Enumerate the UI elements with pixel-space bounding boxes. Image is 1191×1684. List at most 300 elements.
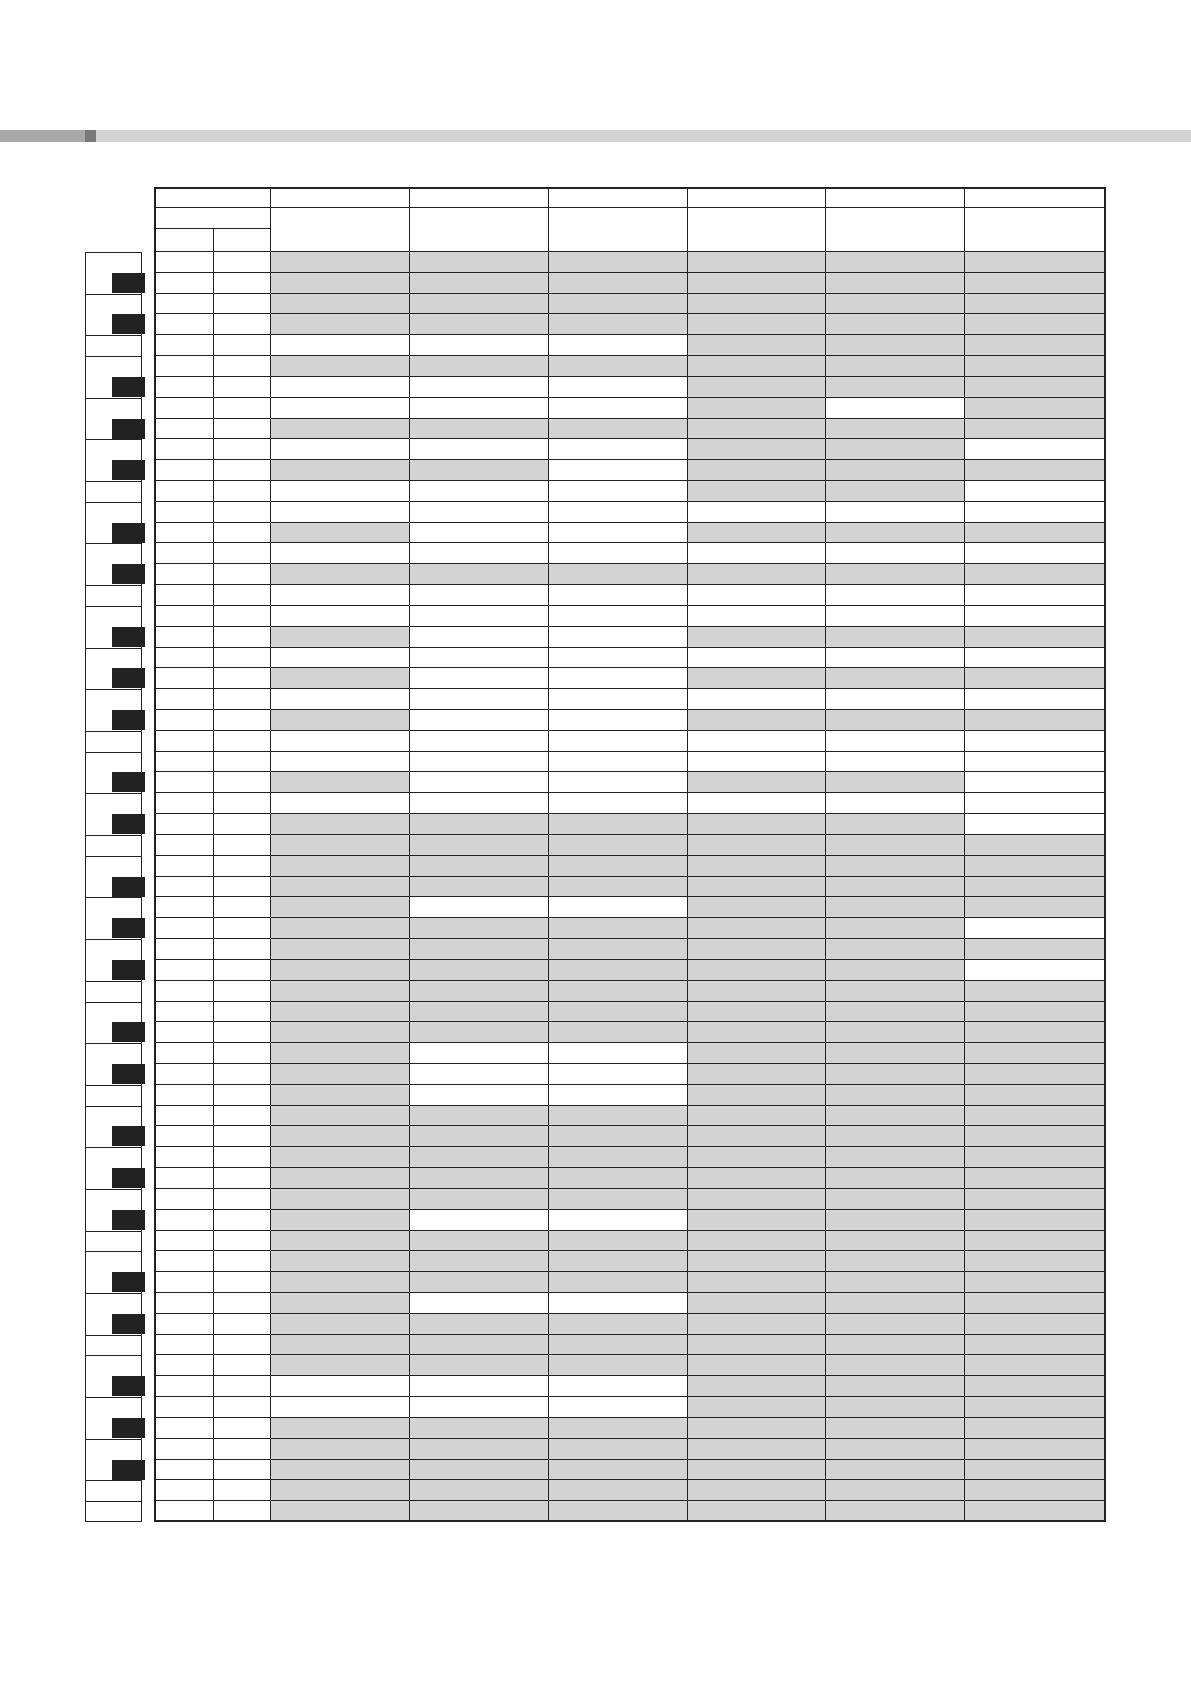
voice-cell-filled [410, 1460, 549, 1481]
voice-cell-filled [688, 419, 826, 440]
note-number-cell [154, 585, 214, 606]
voice-cell-filled [965, 710, 1106, 731]
voice-cell-filled [549, 1501, 688, 1522]
voice-cell-filled [271, 1501, 410, 1522]
voice-cell-empty [410, 377, 549, 398]
note-name-cell [214, 356, 271, 377]
voice-cell-empty [688, 731, 826, 752]
voice-cell-filled [410, 1189, 549, 1210]
voice-cell-filled [826, 273, 965, 294]
voice-cell-filled [826, 314, 965, 335]
voice-cell-empty [826, 648, 965, 669]
voice-cell-filled [271, 356, 410, 377]
voice-cell-empty [965, 731, 1106, 752]
voice-cell-filled [410, 1126, 549, 1147]
voice-cell-filled [688, 335, 826, 356]
voice-cell-filled [826, 294, 965, 315]
voice-cell-empty [549, 793, 688, 814]
voice-cell-filled [965, 877, 1106, 898]
voice-cell-filled [688, 814, 826, 835]
header-column-1-top [271, 187, 410, 208]
voice-cell-empty [549, 606, 688, 627]
voice-cell-filled [826, 1064, 965, 1085]
voice-cell-filled [549, 252, 688, 273]
voice-cell-filled [410, 460, 549, 481]
voice-cell-filled [826, 1022, 965, 1043]
voice-cell-filled [549, 1314, 688, 1335]
voice-cell-filled [410, 835, 549, 856]
voice-cell-empty [965, 793, 1106, 814]
note-name-cell [214, 398, 271, 419]
note-number-cell [154, 1189, 214, 1210]
voice-cell-filled [549, 1189, 688, 1210]
voice-cell-filled [271, 460, 410, 481]
note-number-cell [154, 1355, 214, 1376]
voice-cell-filled [688, 627, 826, 648]
voice-cell-filled [549, 1335, 688, 1356]
voice-cell-filled [549, 1231, 688, 1252]
voice-cell-empty [410, 731, 549, 752]
voice-cell-empty [410, 710, 549, 731]
voice-cell-empty [549, 585, 688, 606]
voice-cell-filled [410, 960, 549, 981]
voice-cell-filled [688, 273, 826, 294]
voice-cell-empty [271, 585, 410, 606]
voice-cell-filled [549, 835, 688, 856]
voice-cell-filled [549, 314, 688, 335]
voice-cell-empty [549, 1043, 688, 1064]
note-name-cell [214, 564, 271, 585]
voice-cell-filled [549, 1147, 688, 1168]
note-number-cell [154, 439, 214, 460]
voice-cell-empty [965, 772, 1106, 793]
voice-cell-empty [271, 439, 410, 460]
voice-cell-empty [410, 481, 549, 502]
voice-cell-empty [549, 1064, 688, 1085]
voice-cell-filled [271, 252, 410, 273]
voice-cell-filled [688, 481, 826, 502]
voice-cell-filled [965, 314, 1106, 335]
voice-cell-empty [410, 502, 549, 523]
voice-cell-empty [549, 377, 688, 398]
voice-cell-empty [826, 731, 965, 752]
note-name-cell [214, 960, 271, 981]
voice-cell-empty [410, 689, 549, 710]
voice-cell-filled [826, 1272, 965, 1293]
voice-cell-empty [271, 793, 410, 814]
voice-cell-filled [549, 419, 688, 440]
note-number-cell [154, 1043, 214, 1064]
voice-cell-empty [271, 606, 410, 627]
voice-cell-filled [965, 1210, 1106, 1231]
voice-cell-filled [965, 294, 1106, 315]
note-name-cell [214, 252, 271, 273]
voice-cell-filled [965, 835, 1106, 856]
voice-cell-filled [688, 1189, 826, 1210]
note-name-cell [214, 585, 271, 606]
voice-cell-empty [410, 585, 549, 606]
voice-cell-empty [549, 1397, 688, 1418]
voice-cell-filled [826, 1460, 965, 1481]
voice-cell-empty [549, 460, 688, 481]
note-number-cell [154, 314, 214, 335]
voice-cell-filled [688, 1064, 826, 1085]
voice-cell-filled [271, 668, 410, 689]
note-name-cell [214, 294, 271, 315]
note-name-cell [214, 731, 271, 752]
voice-cell-filled [965, 1293, 1106, 1314]
note-name-cell [214, 1272, 271, 1293]
note-name-cell [214, 1210, 271, 1231]
note-number-cell [154, 1418, 214, 1439]
voice-cell-filled [688, 1376, 826, 1397]
voice-cell-filled [688, 1460, 826, 1481]
voice-cell-filled [826, 1126, 965, 1147]
note-number-cell [154, 939, 214, 960]
voice-cell-filled [965, 1397, 1106, 1418]
voice-cell-filled [549, 294, 688, 315]
voice-cell-filled [688, 939, 826, 960]
voice-cell-empty [826, 398, 965, 419]
voice-cell-filled [826, 1002, 965, 1023]
note-name-cell [214, 1355, 271, 1376]
note-name-cell [214, 1314, 271, 1335]
voice-cell-filled [410, 1251, 549, 1272]
note-number-cell [154, 1314, 214, 1335]
voice-cell-filled [965, 981, 1106, 1002]
note-name-cell [214, 897, 271, 918]
voice-cell-filled [410, 1314, 549, 1335]
voice-cell-filled [688, 314, 826, 335]
header-column-2-name [410, 208, 549, 252]
voice-cell-filled [271, 939, 410, 960]
voice-cell-filled [826, 1335, 965, 1356]
header-label-sub-b [214, 229, 271, 252]
voice-cell-filled [271, 1168, 410, 1189]
voice-cell-filled [688, 252, 826, 273]
voice-cell-filled [826, 960, 965, 981]
note-name-cell [214, 668, 271, 689]
voice-cell-empty [410, 752, 549, 773]
voice-cell-filled [826, 1376, 965, 1397]
header-column-6-top [965, 187, 1106, 208]
voice-cell-filled [410, 1002, 549, 1023]
note-number-cell [154, 1022, 214, 1043]
note-name-cell [214, 335, 271, 356]
voice-cell-empty [271, 481, 410, 502]
voice-cell-empty [965, 481, 1106, 502]
voice-cell-filled [965, 1168, 1106, 1189]
voice-cell-filled [410, 1168, 549, 1189]
voice-cell-filled [826, 1355, 965, 1376]
voice-cell-filled [271, 1106, 410, 1127]
voice-cell-filled [271, 1189, 410, 1210]
header-label-sub-a [154, 229, 214, 252]
voice-cell-filled [826, 835, 965, 856]
note-number-cell [154, 1085, 214, 1106]
voice-cell-filled [965, 1355, 1106, 1376]
note-name-cell [214, 1043, 271, 1064]
header-column-5-top [826, 187, 965, 208]
note-name-cell [214, 981, 271, 1002]
voice-cell-filled [410, 1147, 549, 1168]
voice-cell-empty [549, 543, 688, 564]
voice-cell-filled [826, 814, 965, 835]
voice-cell-empty [549, 1293, 688, 1314]
voice-cell-filled [271, 1231, 410, 1252]
voice-cell-empty [549, 1210, 688, 1231]
voice-cell-filled [549, 273, 688, 294]
note-name-cell [214, 377, 271, 398]
voice-cell-filled [271, 1126, 410, 1147]
voice-cell-filled [965, 897, 1106, 918]
voice-cell-filled [965, 252, 1106, 273]
voice-cell-empty [688, 502, 826, 523]
voice-cell-empty [826, 543, 965, 564]
voice-cell-filled [688, 1231, 826, 1252]
voice-cell-filled [271, 1043, 410, 1064]
note-number-cell [154, 835, 214, 856]
note-name-cell [214, 439, 271, 460]
note-name-cell [214, 1376, 271, 1397]
voice-cell-empty [410, 1064, 549, 1085]
voice-cell-filled [549, 1168, 688, 1189]
voice-cell-filled [826, 1147, 965, 1168]
note-number-cell [154, 1002, 214, 1023]
voice-cell-filled [965, 1126, 1106, 1147]
voice-cell-filled [410, 1355, 549, 1376]
voice-cell-filled [826, 710, 965, 731]
voice-cell-filled [688, 1251, 826, 1272]
voice-cell-filled [271, 1418, 410, 1439]
header-column-3-name [549, 208, 688, 252]
voice-cell-filled [271, 1272, 410, 1293]
voice-cell-filled [688, 710, 826, 731]
note-name-cell [214, 502, 271, 523]
note-number-cell [154, 1460, 214, 1481]
voice-cell-filled [826, 877, 965, 898]
note-name-cell [214, 1335, 271, 1356]
voice-cell-filled [410, 1439, 549, 1460]
voice-cell-filled [410, 877, 549, 898]
voice-cell-filled [688, 1126, 826, 1147]
voice-cell-filled [271, 1002, 410, 1023]
voice-cell-filled [410, 356, 549, 377]
voice-cell-filled [826, 1293, 965, 1314]
voice-cell-empty [965, 960, 1106, 981]
voice-cell-empty [410, 1043, 549, 1064]
note-number-cell [154, 1251, 214, 1272]
voice-cell-empty [826, 502, 965, 523]
header-column-2-top [410, 187, 549, 208]
voice-cell-filled [688, 960, 826, 981]
header-column-6-name [965, 208, 1106, 252]
voice-cell-filled [688, 835, 826, 856]
voice-cell-filled [965, 668, 1106, 689]
voice-cell-filled [271, 772, 410, 793]
note-number-cell [154, 523, 214, 544]
note-number-cell [154, 1147, 214, 1168]
voice-cell-filled [410, 1231, 549, 1252]
voice-cell-filled [271, 523, 410, 544]
voice-cell-filled [410, 1106, 549, 1127]
voice-cell-filled [965, 1085, 1106, 1106]
note-number-cell [154, 252, 214, 273]
header-label-middle [154, 208, 271, 229]
voice-cell-empty [965, 543, 1106, 564]
voice-cell-filled [271, 856, 410, 877]
voice-cell-empty [688, 793, 826, 814]
voice-cell-filled [688, 1397, 826, 1418]
voice-cell-empty [688, 606, 826, 627]
voice-cell-filled [688, 1418, 826, 1439]
voice-cell-filled [271, 1335, 410, 1356]
voice-cell-empty [965, 606, 1106, 627]
voice-cell-empty [549, 398, 688, 419]
voice-cell-empty [688, 585, 826, 606]
note-name-cell [214, 1106, 271, 1127]
voice-cell-empty [688, 648, 826, 669]
voice-cell-filled [410, 273, 549, 294]
voice-cell-filled [826, 460, 965, 481]
note-name-cell [214, 273, 271, 294]
voice-cell-filled [688, 981, 826, 1002]
voice-cell-filled [410, 939, 549, 960]
note-number-cell [154, 1210, 214, 1231]
voice-cell-filled [271, 981, 410, 1002]
voice-cell-empty [826, 606, 965, 627]
note-name-cell [214, 1501, 271, 1522]
voice-cell-filled [271, 960, 410, 981]
voice-cell-filled [688, 1168, 826, 1189]
note-number-cell [154, 668, 214, 689]
voice-cell-empty [549, 689, 688, 710]
voice-cell-filled [826, 897, 965, 918]
voice-cell-filled [826, 252, 965, 273]
voice-cell-filled [549, 1272, 688, 1293]
voice-cell-empty [549, 710, 688, 731]
note-name-cell [214, 1231, 271, 1252]
voice-cell-empty [410, 1293, 549, 1314]
header-label-top [154, 187, 271, 208]
voice-cell-filled [410, 1022, 549, 1043]
voice-cell-filled [688, 398, 826, 419]
voice-cell-filled [271, 294, 410, 315]
voice-cell-filled [410, 564, 549, 585]
voice-cell-filled [688, 1272, 826, 1293]
voice-cell-empty [410, 335, 549, 356]
note-name-cell [214, 481, 271, 502]
note-name-cell [214, 1480, 271, 1501]
voice-cell-filled [965, 1251, 1106, 1272]
voice-cell-filled [965, 523, 1106, 544]
voice-cell-filled [410, 252, 549, 273]
voice-cell-filled [688, 460, 826, 481]
voice-cell-filled [549, 564, 688, 585]
voice-cell-filled [826, 1189, 965, 1210]
voice-cell-filled [965, 1064, 1106, 1085]
voice-cell-filled [965, 273, 1106, 294]
voice-cell-filled [965, 1189, 1106, 1210]
note-number-cell [154, 960, 214, 981]
voice-cell-filled [271, 710, 410, 731]
voice-cell-filled [826, 419, 965, 440]
voice-cell-filled [965, 1231, 1106, 1252]
note-number-cell [154, 897, 214, 918]
note-name-cell [214, 606, 271, 627]
note-name-cell [214, 1064, 271, 1085]
voice-cell-filled [271, 1314, 410, 1335]
voice-cell-filled [826, 356, 965, 377]
note-number-cell [154, 398, 214, 419]
note-number-cell [154, 1397, 214, 1418]
note-number-cell [154, 877, 214, 898]
voice-cell-filled [826, 1397, 965, 1418]
voice-cell-empty [688, 543, 826, 564]
voice-cell-empty [549, 502, 688, 523]
voice-cell-filled [271, 314, 410, 335]
voice-cell-filled [826, 335, 965, 356]
note-name-cell [214, 1147, 271, 1168]
voice-cell-filled [549, 1002, 688, 1023]
voice-cell-filled [826, 1231, 965, 1252]
voice-cell-filled [688, 1210, 826, 1231]
voice-cell-filled [271, 1293, 410, 1314]
voice-cell-filled [688, 877, 826, 898]
voice-cell-filled [826, 772, 965, 793]
voice-cell-filled [688, 1043, 826, 1064]
voice-cell-filled [271, 1064, 410, 1085]
voice-cell-empty [410, 606, 549, 627]
note-number-cell [154, 335, 214, 356]
voice-cell-empty [549, 523, 688, 544]
voice-cell-filled [965, 1335, 1106, 1356]
voice-cell-filled [965, 1460, 1106, 1481]
voice-cell-filled [271, 1480, 410, 1501]
note-number-cell [154, 419, 214, 440]
voice-cell-filled [965, 1272, 1106, 1293]
voice-cell-filled [965, 1439, 1106, 1460]
voice-cell-filled [688, 377, 826, 398]
voice-cell-empty [965, 918, 1106, 939]
voice-cell-filled [271, 897, 410, 918]
note-name-cell [214, 1439, 271, 1460]
voice-cell-empty [549, 627, 688, 648]
voice-cell-empty [410, 772, 549, 793]
voice-cell-filled [688, 1501, 826, 1522]
voice-cell-filled [410, 314, 549, 335]
voice-cell-empty [549, 439, 688, 460]
voice-cell-filled [271, 1355, 410, 1376]
voice-cell-filled [965, 419, 1106, 440]
voice-cell-filled [271, 1085, 410, 1106]
voice-cell-empty [271, 502, 410, 523]
voice-cell-empty [826, 793, 965, 814]
voice-cell-empty [965, 585, 1106, 606]
voice-cell-filled [965, 460, 1106, 481]
note-number-cell [154, 606, 214, 627]
voice-cell-filled [549, 1480, 688, 1501]
voice-cell-filled [965, 1043, 1106, 1064]
voice-cell-filled [271, 1439, 410, 1460]
voice-cell-filled [549, 1439, 688, 1460]
voice-cell-filled [688, 1002, 826, 1023]
voice-cell-filled [271, 814, 410, 835]
voice-cell-filled [549, 814, 688, 835]
voice-cell-empty [549, 648, 688, 669]
voice-cell-filled [688, 897, 826, 918]
voice-cell-filled [271, 1022, 410, 1043]
